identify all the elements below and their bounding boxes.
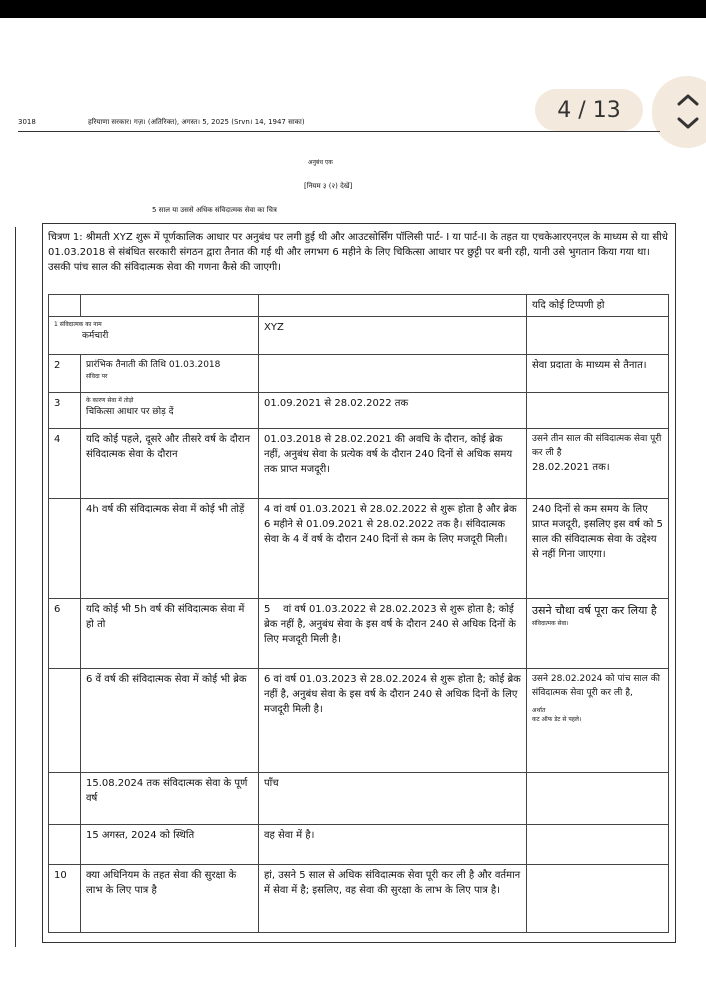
table-row [49,499,669,599]
row-value: 6 वां वर्ष 01.03.2023 से 28.02.2024 से शुरू होता है; कोई ब्रेक नहीं है, अनुबंध सेवा के इस वर्ष के दौरान 240 से अधिक दिनों के लिए मजदूरी मिली है। [259,669,527,773]
row-value [259,355,527,393]
remarks-header: यदि कोई टिप्पणी हो [527,295,669,317]
row-number: 4 [49,429,81,499]
page-number: 3018 [18,118,36,126]
illustration-text: चित्रण 1: श्रीमती XYZ शुरू में पूर्णकालिक आधार पर अनुबंध पर लगी हुई थी और आउटसोर्सिंग पॉलिसी पार्ट- I या पार्ट-II के तहत या एचकेआरएनएल के माध्यम से या सीधे 01.03.2018 से संबंधित सरकारी संगठन द्वारा तैनात की गई थी और लगभग 6 महीने के लिए चिकित्सा आधार पर छुट्टी पर बनी रही, यानी उसे भुगतान किया गया था। उसकी पांच साल की संविदात्मक सेवा की गणना कैसे की जाएगी। [48,232,668,273]
row-remark [527,773,669,825]
table-cell [49,317,259,355]
table-cell [49,295,81,317]
row-value: 4 वां वर्ष 01.03.2021 से 28.02.2022 से शुरू होता है और ब्रेक 6 महीने से 01.09.2021 से 28.02.2022 तक है। संविदात्मक सेवा के 4 वें वर्ष के दौरान 240 दिनों से कम के लिए मजदूरी मिली। [259,499,527,599]
row-item-sub: चिकित्सा आधार पर छोड़ दें [86,407,174,417]
row-item: कर्मचारी [82,331,109,341]
row-remark: सेवा प्रदाता के माध्यम से तैनात। [527,355,669,393]
row-number: 1 संविदात्मक का नाम [54,321,102,328]
table-cell [527,669,669,773]
annex-title: 5 साल या उससे अधिक संविदात्मक सेवा का चित्र [152,206,277,214]
gazette-title: हरियाणा सरकार। गज़। (अतिरिक्त), अगस्त। 5, 2025 (Srvn। 14, 1947 साका) [88,118,305,126]
table-row [49,773,669,825]
row-number [49,825,81,865]
header-divider [18,131,660,132]
row-item: क्या अधिनियम के तहत सेवा की सुरक्षा के लाभ के लिए पात्र है [81,865,259,933]
table-cell [259,599,527,669]
row-item: 15.08.2024 तक संविदात्मक सेवा के पूर्ण वर्ष [81,773,259,825]
table-cell [527,429,669,499]
table-row [49,669,669,773]
row-number: 6 [49,599,81,669]
table-cell [81,295,259,317]
service-calculation-table [48,294,669,933]
row-number [49,773,81,825]
annex-label: अनुबंध एक [308,159,333,166]
row-value: 01.03.2018 से 28.02.2021 की अवधि के दौरान, कोई ब्रेक नहीं, अनुबंध सेवा के प्रत्येक वर्ष के दौरान 240 दिनों से अधिक समय तक प्राप्त मजदूरी। [259,429,527,499]
table-row [49,865,669,933]
row-remark: उसने चौथा वर्ष पूरा कर लिया है [532,604,657,617]
row-remark-sub: अर्थात [532,707,546,714]
table-row [49,317,669,355]
row-value: वह सेवा में है। [259,825,527,865]
row-item-sub: संविदा पर [86,373,108,380]
row-value: 01.09.2021 से 28.02.2022 तक [259,393,527,429]
row-item: यदि कोई पहले, दूसरे और तीसरे वर्ष के दौरान संविदात्मक सेवा के दौरान [81,429,259,499]
top-status-bar [0,0,706,18]
row-remark [527,825,669,865]
row-number [49,499,81,599]
row-remark [527,317,669,355]
row-remark-sub: कट ऑफ डेट से पहले। [532,716,582,723]
table-cell [259,295,527,317]
row-item: 4h वर्ष की संविदात्मक सेवा में कोई भी तोड़ें [81,499,259,599]
table-cell [81,393,259,429]
page-margin-line [15,227,16,947]
table-row [49,355,669,393]
row-item: प्रारंभिक तैनाती की तिथि 01.03.2018 [86,360,221,370]
row-item: के कारण सेवा में तोड़ो [86,397,134,404]
row-remark [527,393,669,429]
row-remark [527,865,669,933]
table-row [49,825,669,865]
row-value: पाँच [259,773,527,825]
table-header-row [49,295,669,317]
table-row [49,393,669,429]
row-remark: 240 दिनों से कम समय के लिए प्राप्त मजदूरी, इसलिए इस वर्ष को 5 साल की संविदात्मक सेवा के उद्देश्य से नहीं गिना जाएगा। [527,499,669,599]
row-number: 3 [49,393,81,429]
row-remark: उसने तीन साल की संविदात्मक सेवा पूरी कर ली है [532,434,662,458]
row-item: 6 वें वर्ष की संविदात्मक सेवा में कोई भी ब्रेक [81,669,259,773]
table-row [49,599,669,669]
row-remark-date: 28.02.2021 तक। [532,462,610,473]
page-indicator: 4 / 13 [535,89,643,131]
table-row [49,429,669,499]
row-item: यदि कोई भी 5h वर्ष की संविदात्मक सेवा में हो तो [81,599,259,669]
row-value-number: 5 [264,604,271,615]
row-value: हां, उसने 5 साल से अधिक संविदात्मक सेवा पूरी कर ली है और वर्तमान में सेवा में है; इसलिए, वह सेवा की सुरक्षा के लाभ के लिए पात्र है। [259,865,527,933]
row-value: वां वर्ष 01.03.2022 से 28.02.2023 से शुरू होता है; कोई ब्रेक नहीं है, अनुबंध सेवा के इस वर्ष के दौरान 240 से अधिक दिनों के लिए मजदूरी मिली है। [264,604,516,645]
row-item: 15 अगस्त, 2024 को स्थिति [81,825,259,865]
row-value: XYZ [259,317,527,355]
page-nav-control[interactable] [652,76,706,148]
row-remark: उसने 28.02.2024 को पांच साल की संविदात्मक सेवा पूरी कर ली है, [532,674,661,698]
chevron-up-down-icon[interactable] [652,76,706,148]
row-number [49,669,81,773]
row-number: 2 [49,355,81,393]
table-cell [81,355,259,393]
row-remark-sub: संविदात्मक सेवा। [532,620,569,627]
row-number: 10 [49,865,81,933]
annex-rule: [नियम ३ (२) देखें] [304,182,353,190]
table-cell [527,599,669,669]
